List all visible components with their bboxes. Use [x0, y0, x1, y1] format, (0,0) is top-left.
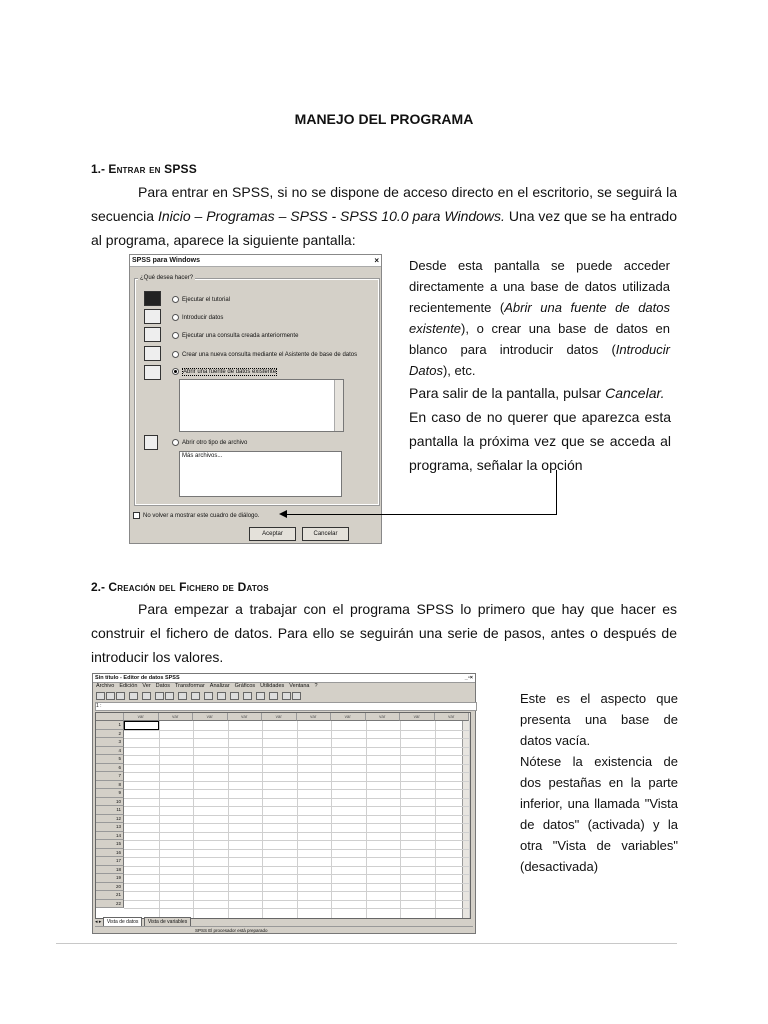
open-data-icon — [144, 365, 161, 380]
radio-selected-icon — [172, 368, 179, 375]
option-run-query[interactable] — [172, 332, 298, 340]
active-cell[interactable] — [124, 721, 159, 730]
close-icon[interactable]: × — [374, 256, 379, 265]
note-text: En caso de no querer que aparezca esta pantalla la próxima vez que se acceda al programa, señalar la opción — [409, 409, 671, 473]
row-header[interactable]: 15 — [96, 840, 124, 849]
option-label: Ejecutar una consulta creada anteriormente — [182, 333, 299, 340]
column-header[interactable]: var — [159, 713, 194, 721]
option-label: Crear una nueva consulta mediante el Asistente de base de datos — [182, 352, 358, 359]
section-1-title: Entrar en SPSS — [108, 162, 197, 176]
column-header[interactable]: var — [193, 713, 228, 721]
para-text: Una vez que se ha entrado al programa, aparece la siguiente pantalla: — [91, 208, 677, 248]
cell-reference-field[interactable]: 1 : — [95, 702, 477, 711]
option-label: Ejecutar el tutorial — [182, 297, 231, 304]
grid-line — [262, 721, 263, 918]
toolbar-button-icon[interactable] — [217, 692, 226, 700]
side-note-1b — [409, 381, 671, 477]
grid-line — [366, 721, 367, 918]
row-header[interactable]: 12 — [96, 815, 124, 824]
menu-item[interactable]: Datos — [155, 683, 171, 689]
row-header[interactable]: 18 — [96, 866, 124, 875]
note-text: Desde esta pantalla se puede acceder directamente a una base de datos utilizada recientemente ( — [409, 258, 670, 315]
data-grid-icon — [144, 309, 161, 324]
spss-data-editor — [92, 673, 476, 934]
grid-line — [124, 789, 470, 790]
dialog-title: SPSS para Windows — [132, 257, 201, 264]
side-note-2 — [520, 688, 678, 877]
toolbar-button-icon[interactable] — [178, 692, 187, 700]
data-grid[interactable] — [95, 712, 471, 919]
tab-nav-icon[interactable]: ◂ ▸ — [95, 919, 102, 925]
more-files-item[interactable]: Más archivos... — [182, 453, 223, 459]
file-icon — [144, 435, 158, 450]
note-text: Este es el aspecto que presenta una base de datos vacía. — [520, 691, 678, 748]
grid-line — [124, 806, 470, 807]
row-header[interactable]: 9 — [96, 789, 124, 798]
menu-item[interactable]: Utilidades — [260, 683, 285, 689]
grid-line — [124, 883, 470, 884]
row-header[interactable]: 11 — [96, 806, 124, 815]
dialog-titlebar — [130, 255, 381, 267]
menu-item[interactable]: Gráficos — [234, 683, 256, 689]
grid-line — [124, 857, 470, 858]
tab-data-view[interactable]: Vista de datos — [103, 917, 143, 927]
menu-item[interactable]: Analizar — [209, 683, 230, 689]
section-2-number: 2.- — [91, 580, 106, 594]
grid-line — [124, 849, 470, 850]
grid-line — [124, 772, 470, 773]
menu-item[interactable]: Ver — [142, 683, 151, 689]
grid-line — [124, 832, 470, 833]
menu-item[interactable]: Archivo — [96, 683, 115, 689]
checkbox-icon — [133, 512, 140, 519]
spss-startup-dialog — [129, 254, 382, 544]
row-header[interactable]: 1 — [96, 721, 124, 730]
row-header[interactable]: 13 — [96, 823, 124, 832]
option-label: Abrir otro tipo de archivo — [182, 440, 248, 447]
toolbar-button-icon[interactable] — [142, 692, 151, 700]
tab-variable-view[interactable]: Vista de variables — [144, 917, 191, 927]
row-header[interactable]: 6 — [96, 764, 124, 773]
grid-line — [124, 900, 470, 901]
grid-line — [435, 721, 436, 918]
toolbar-button-icon[interactable] — [282, 692, 291, 700]
column-header[interactable]: var — [331, 713, 366, 721]
note-text: Nótese la existencia de dos pestañas en la parte inferior, una llamada "Vista de datos" (activada) y la otra "Vista de variables" (desactivada) — [520, 754, 678, 874]
option-enter-data[interactable] — [172, 314, 223, 322]
row-header[interactable]: 8 — [96, 781, 124, 790]
section-1-paragraph — [91, 180, 677, 252]
grid-line — [331, 721, 332, 918]
note-italic: Abrir una fuente de datos existente — [409, 300, 670, 336]
row-header[interactable]: 10 — [96, 798, 124, 807]
dont-show-checkbox[interactable] — [133, 512, 259, 519]
other-files-list[interactable] — [179, 451, 342, 497]
column-header[interactable]: var — [400, 713, 435, 721]
grid-line — [124, 891, 470, 892]
toolbar-button-icon[interactable] — [243, 692, 252, 700]
side-note-1 — [409, 255, 670, 381]
row-header[interactable]: 19 — [96, 874, 124, 883]
toolbar-button-icon[interactable] — [230, 692, 239, 700]
row-header[interactable]: 2 — [96, 730, 124, 739]
option-open-existing[interactable] — [172, 368, 277, 376]
section-2-paragraph — [91, 597, 677, 669]
grid-line — [469, 721, 470, 918]
tutorial-icon — [144, 291, 161, 306]
menu-item[interactable]: Ventana — [289, 683, 310, 689]
question-label: ¿Qué desea hacer? — [140, 275, 194, 281]
scrollbar[interactable] — [334, 380, 343, 431]
toolbar-button-icon[interactable] — [129, 692, 138, 700]
grid-line — [124, 781, 470, 782]
option-new-query[interactable] — [172, 351, 357, 359]
para-text: Para empezar a trabajar con el programa SPSS lo primero que hay que hacer es construir el fichero de datos. Para ello se seguirán una serie de pasos, antes o después de introducir los valores. — [91, 601, 677, 665]
option-label: Abrir una fuente de datos existente — [183, 369, 277, 376]
grid-line — [159, 721, 160, 918]
row-header[interactable]: 14 — [96, 832, 124, 841]
grid-line — [124, 755, 470, 756]
radio-icon — [172, 332, 179, 339]
menu-item[interactable]: Transformar — [175, 683, 205, 689]
toolbar-button-icon[interactable] — [204, 692, 213, 700]
row-header[interactable]: 7 — [96, 772, 124, 781]
toolbar — [93, 691, 475, 701]
grid-line — [124, 798, 470, 799]
row-header[interactable]: 20 — [96, 883, 124, 892]
option-open-other[interactable] — [172, 439, 247, 447]
note-italic: Cancelar. — [605, 385, 665, 401]
section-2-heading — [91, 580, 269, 594]
page-title: MANEJO DEL PROGRAMA — [294, 111, 474, 127]
toolbar-button-icon[interactable] — [256, 692, 265, 700]
database-wizard-icon — [144, 346, 161, 361]
radio-icon — [172, 314, 179, 321]
column-header[interactable]: var — [124, 713, 159, 721]
row-header[interactable]: 16 — [96, 849, 124, 858]
status-bar — [95, 926, 473, 934]
grid-line — [124, 840, 470, 841]
option-tutorial[interactable] — [172, 296, 230, 304]
toolbar-button-icon[interactable] — [292, 692, 301, 700]
arrow-line — [286, 514, 557, 515]
column-header[interactable]: var — [262, 713, 297, 721]
row-header[interactable]: 21 — [96, 891, 124, 900]
arrow-head-icon — [279, 510, 287, 518]
editor-title: Sin título - Editor de datos SPSS — [95, 675, 180, 681]
grid-line — [124, 815, 470, 816]
grid-line — [124, 747, 470, 748]
recent-files-list[interactable] — [179, 379, 344, 432]
footer-rule — [56, 943, 677, 944]
column-header[interactable]: var — [435, 713, 470, 721]
toolbar-button-icon[interactable] — [96, 692, 105, 700]
grid-line — [124, 874, 470, 875]
corner-header — [96, 713, 124, 721]
option-label: Introducir datos — [182, 315, 224, 322]
grid-line — [124, 764, 470, 765]
grid-line — [124, 730, 470, 731]
checkbox-label: No volver a mostrar este cuadro de diálogo. — [143, 513, 260, 520]
menu-item[interactable]: ? — [314, 683, 318, 689]
grid-line — [124, 823, 470, 824]
menu-bar — [93, 682, 475, 691]
query-icon — [144, 327, 161, 342]
note-text: ), o crear una base de datos en blanco para introducir datos ( — [409, 321, 670, 357]
cancel-button[interactable]: Cancelar — [302, 527, 349, 541]
grid-line — [400, 721, 401, 918]
toolbar-button-icon[interactable] — [106, 692, 115, 700]
column-header[interactable]: var — [366, 713, 401, 721]
grid-line — [124, 866, 470, 867]
toolbar-button-icon[interactable] — [155, 692, 164, 700]
menu-item[interactable]: Edición — [119, 683, 138, 689]
radio-icon — [172, 351, 179, 358]
para-italic: Inicio – Programas – SPSS - SPSS 10.0 para Windows. — [157, 208, 505, 224]
column-header[interactable]: var — [228, 713, 263, 721]
toolbar-button-icon[interactable] — [269, 692, 278, 700]
row-header[interactable]: 17 — [96, 857, 124, 866]
status-text: SPSS El procesador está preparado — [195, 928, 268, 933]
row-header[interactable]: 22 — [96, 900, 124, 909]
grid-line — [193, 721, 194, 918]
ok-button[interactable]: Aceptar — [249, 527, 296, 541]
para-text: Para entrar en SPSS, si no se dispone de acceso directo en el escritorio, se seguirá la secuencia — [91, 184, 677, 224]
toolbar-button-icon[interactable] — [116, 692, 125, 700]
row-header[interactable]: 4 — [96, 747, 124, 756]
window-controls-icon[interactable]: _▫× — [464, 675, 473, 681]
section-2-title: Creación del Fichero de Datos — [108, 580, 269, 594]
radio-icon — [172, 296, 179, 303]
grid-line — [124, 738, 470, 739]
view-tabs — [95, 917, 191, 925]
section-1-number: 1.- — [91, 162, 106, 176]
row-header[interactable]: 3 — [96, 738, 124, 747]
toolbar-button-icon[interactable] — [191, 692, 200, 700]
toolbar-button-icon[interactable] — [165, 692, 174, 700]
note-text: Para salir de la pantalla, pulsar — [409, 385, 606, 401]
row-header[interactable]: 5 — [96, 755, 124, 764]
grid-line — [228, 721, 229, 918]
grid-line — [297, 721, 298, 918]
note-italic: Introducir Datos — [409, 342, 670, 378]
column-header[interactable]: var — [297, 713, 332, 721]
grid-line — [124, 908, 470, 909]
radio-icon — [172, 439, 179, 446]
note-text: ), etc. — [442, 363, 476, 378]
section-1-heading — [91, 162, 197, 176]
